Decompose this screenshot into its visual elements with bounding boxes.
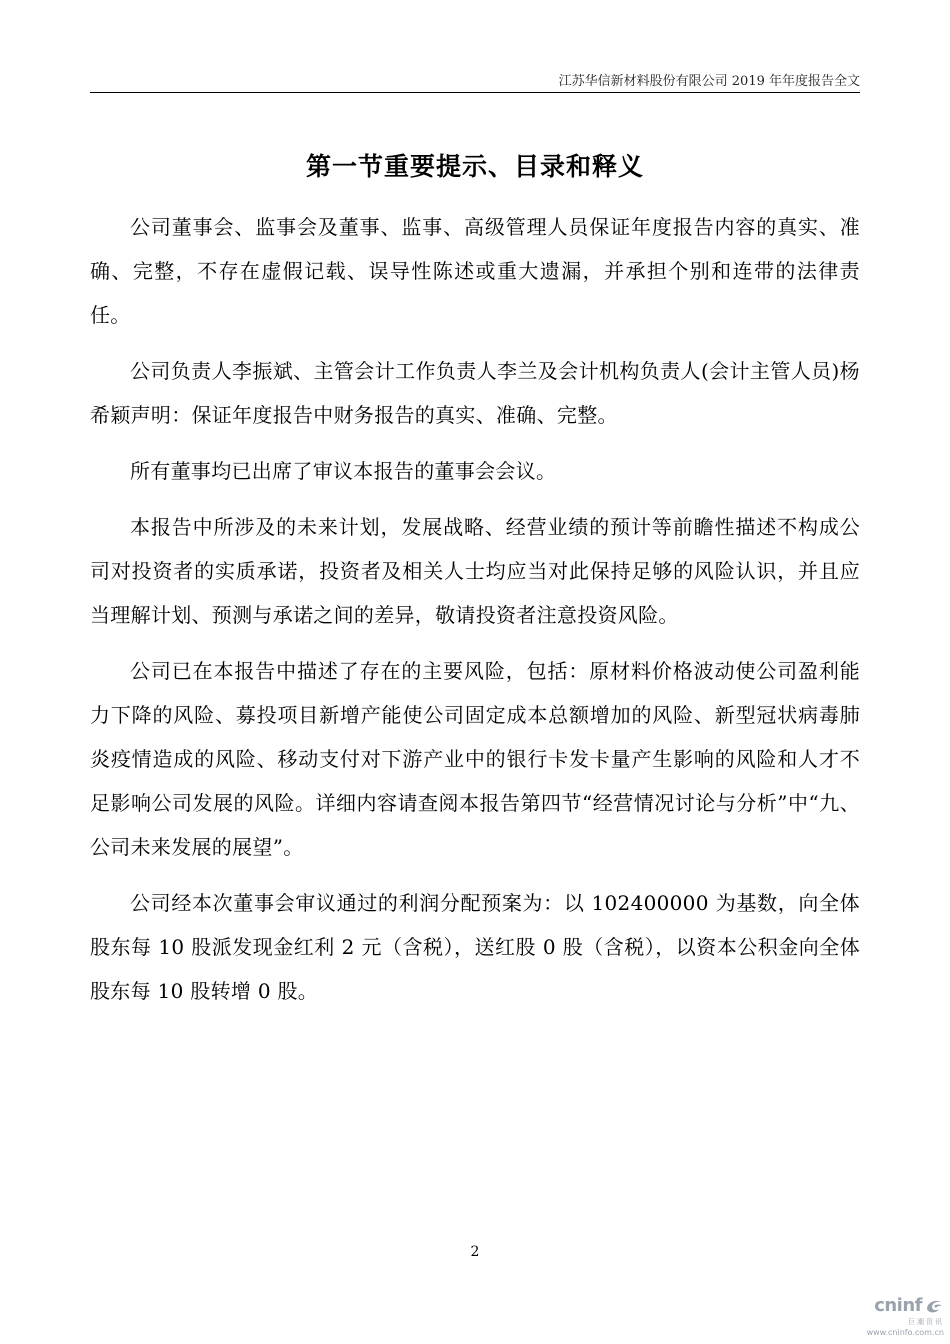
cninfo-swirl-icon [924,1296,944,1314]
logo-brand-text: cninf [874,1294,922,1316]
paragraph-financial-statement-declaration: 公司负责人李振斌、主管会计工作负责人李兰及会计机构负责人(会计主管人员)杨希颖声明：保证年度报告中财务报告的真实、准确、完整。 [90,359,860,427]
logo-brand-chinese: 巨潮资讯 [908,1318,944,1326]
header-divider [90,92,860,93]
page-number: 2 [470,1244,480,1260]
paragraph-profit-distribution: 公司经本次董事会审议通过的利润分配预案为：以 102400000 为基数，向全体股东每 10 股派发现金红利 2 元（含税），送红股 0 股（含税），以资本公积金向全体股东每 10 股转增 0 股。 [90,891,860,1003]
paragraph-major-risks: 公司已在本报告中描述了存在的主要风险，包括：原材料价格波动使公司盈利能力下降的风险、募投项目新增产能使公司固定成本总额增加的风险、新型冠状病毒肺炎疫情造成的风险、移动支付对下游产业中的银行卡发卡量产生影响的风险和人才不足影响公司发展的风险。详细内容请查阅本报告第四节“经营情况讨论与分析”中“九、公司未来发展的展望”。 [90,659,860,859]
logo-url: www.cninfo.com.cn [866,1328,944,1337]
body-text [90,205,860,1025]
paragraph-board-assurance: 公司董事会、监事会及董事、监事、高级管理人员保证年度报告内容的真实、准确、完整，不存在虚假记载、误导性陈述或重大遗漏，并承担个别和连带的法律责任。 [90,215,860,327]
paragraph-director-attendance: 所有董事均已出席了审议本报告的董事会会议。 [130,459,557,483]
section-title: 第一节重要提示、目录和释义 [305,151,644,181]
paragraph-forward-looking-disclaimer: 本报告中所涉及的未来计划，发展战略、经营业绩的预计等前瞻性描述不构成公司对投资者的实质承诺，投资者及相关人士均应当对此保持足够的风险认识，并且应当理解计划、预测与承诺之间的差异，敬请投资者注意投资风险。 [90,515,860,627]
cninfo-watermark-logo [852,1294,944,1336]
running-header: 江苏华信新材料股份有限公司 2019 年年度报告全文 [558,74,860,89]
